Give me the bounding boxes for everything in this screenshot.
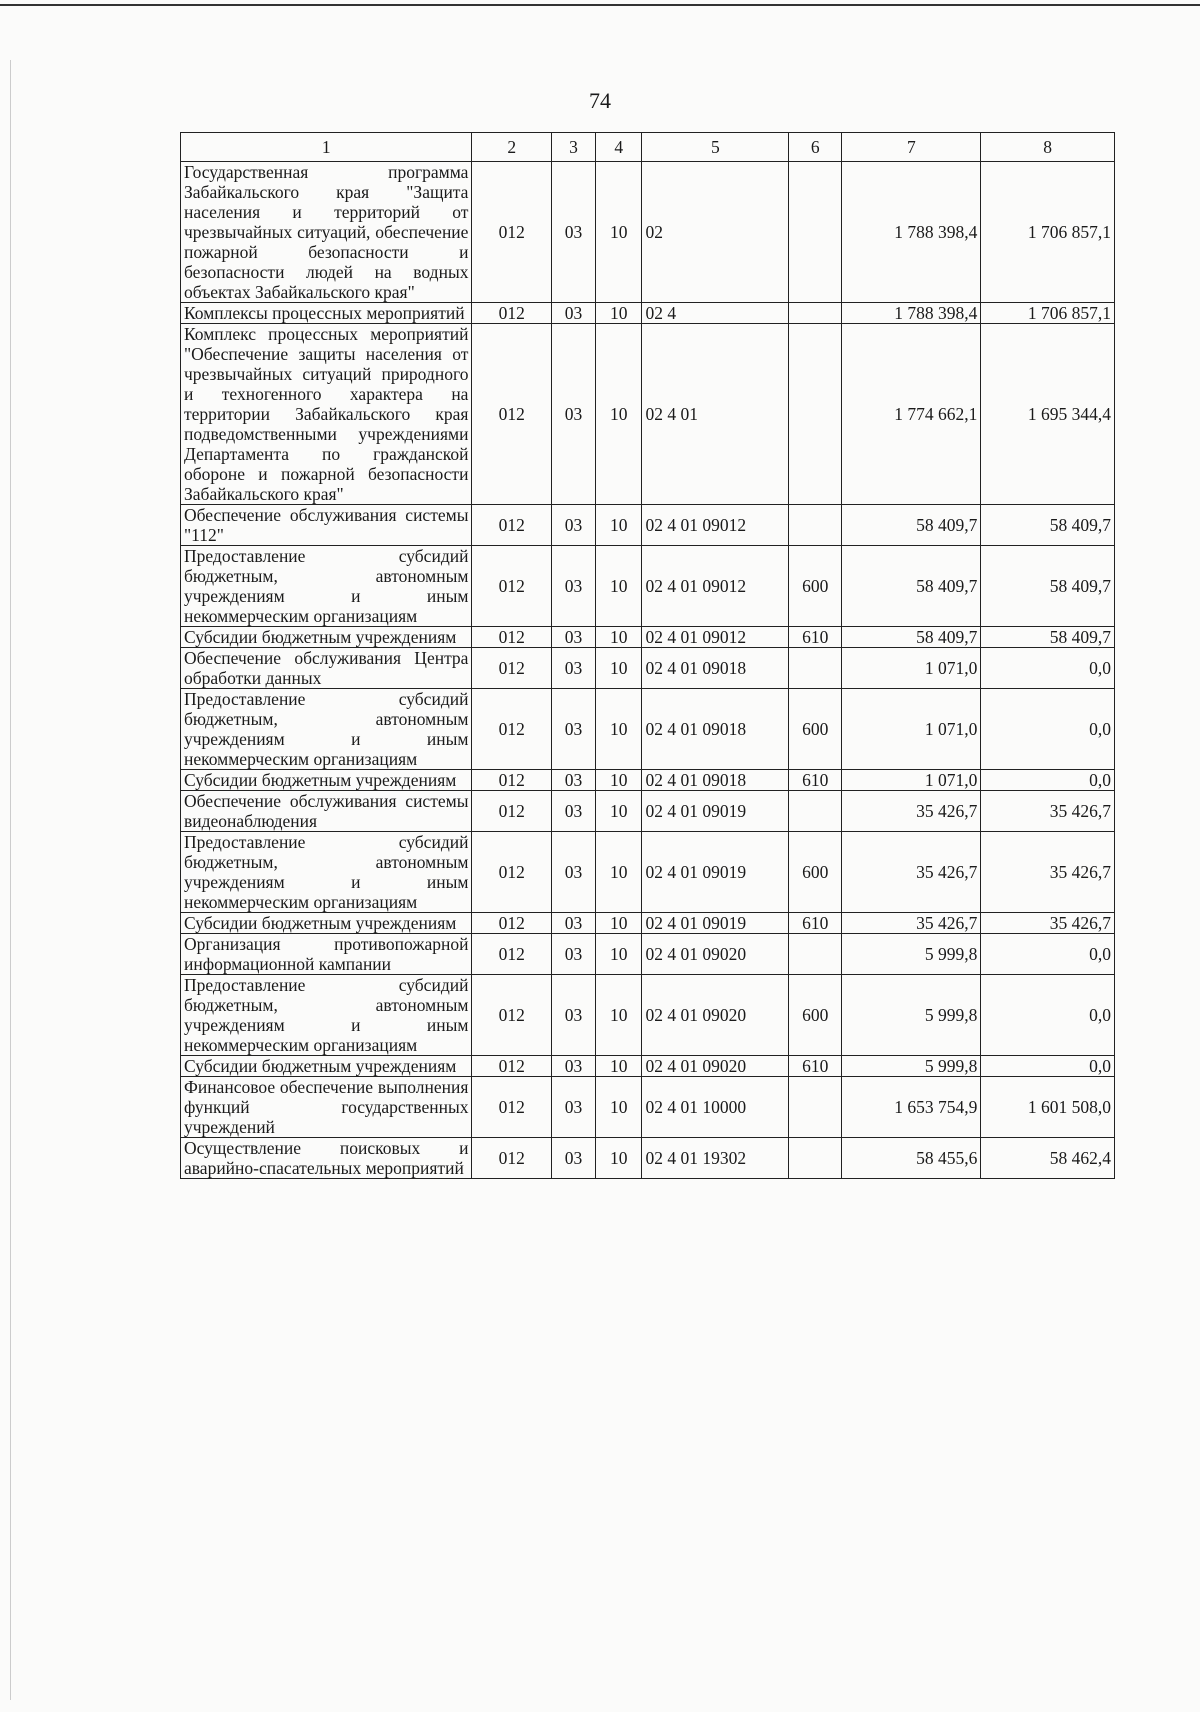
table-row	[181, 505, 1115, 546]
subsection-cell: 10	[596, 770, 642, 791]
section-cell: 03	[551, 832, 595, 913]
subsection-cell: 10	[596, 832, 642, 913]
column-header: 5	[642, 133, 789, 162]
amount-col7-cell: 58 455,6	[842, 1138, 981, 1179]
expense-type-cell	[789, 324, 842, 505]
admin-code-cell: 012	[472, 770, 551, 791]
table-row	[181, 770, 1115, 791]
section-cell: 03	[551, 648, 595, 689]
amount-col7-cell: 5 999,8	[842, 934, 981, 975]
column-header: 4	[596, 133, 642, 162]
amount-col8-cell: 0,0	[981, 689, 1115, 770]
expense-type-cell: 610	[789, 770, 842, 791]
amount-col8-cell: 58 409,7	[981, 505, 1115, 546]
row-name-cell: Субсидии бюджетным учреждениям	[181, 1056, 472, 1077]
amount-col7-cell: 1 071,0	[842, 689, 981, 770]
section-cell: 03	[551, 791, 595, 832]
row-name-cell: Комплексы процессных мероприятий	[181, 303, 472, 324]
amount-col7-cell: 1 071,0	[842, 648, 981, 689]
table-row	[181, 1138, 1115, 1179]
budget-table	[180, 132, 1115, 1179]
admin-code-cell: 012	[472, 791, 551, 832]
table-row	[181, 934, 1115, 975]
expense-type-cell: 600	[789, 546, 842, 627]
table-row	[181, 546, 1115, 627]
row-name-cell: Осуществление поисковых и аварийно-спасательных мероприятий	[181, 1138, 472, 1179]
amount-col7-cell: 35 426,7	[842, 832, 981, 913]
table-row	[181, 627, 1115, 648]
section-cell: 03	[551, 627, 595, 648]
table-row	[181, 324, 1115, 505]
expense-type-cell	[789, 162, 842, 303]
target-article-cell: 02 4 01 09018	[642, 770, 789, 791]
section-cell: 03	[551, 1077, 595, 1138]
expense-type-cell	[789, 1138, 842, 1179]
target-article-cell: 02 4 01 09012	[642, 505, 789, 546]
amount-col8-cell: 0,0	[981, 648, 1115, 689]
column-header: 8	[981, 133, 1115, 162]
expense-type-cell: 610	[789, 1056, 842, 1077]
row-name-cell: Субсидии бюджетным учреждениям	[181, 770, 472, 791]
target-article-cell: 02 4 01 09019	[642, 791, 789, 832]
expense-type-cell: 600	[789, 832, 842, 913]
amount-col8-cell: 35 426,7	[981, 832, 1115, 913]
admin-code-cell: 012	[472, 324, 551, 505]
target-article-cell: 02 4 01 09012	[642, 546, 789, 627]
amount-col7-cell: 58 409,7	[842, 546, 981, 627]
admin-code-cell: 012	[472, 627, 551, 648]
amount-col8-cell: 1 706 857,1	[981, 303, 1115, 324]
amount-col7-cell: 1 774 662,1	[842, 324, 981, 505]
admin-code-cell: 012	[472, 1056, 551, 1077]
section-cell: 03	[551, 303, 595, 324]
expense-type-cell	[789, 791, 842, 832]
subsection-cell: 10	[596, 975, 642, 1056]
amount-col7-cell: 58 409,7	[842, 627, 981, 648]
section-cell: 03	[551, 770, 595, 791]
row-name-cell: Субсидии бюджетным учреждениям	[181, 627, 472, 648]
admin-code-cell: 012	[472, 832, 551, 913]
section-cell: 03	[551, 975, 595, 1056]
left-margin-line	[10, 60, 11, 1700]
row-name-cell: Предоставление субсидий бюджетным, автономным учреждениям и иным некоммерческим организациям	[181, 546, 472, 627]
amount-col7-cell: 35 426,7	[842, 913, 981, 934]
row-name-cell: Обеспечение обслуживания системы "112"	[181, 505, 472, 546]
section-cell: 03	[551, 505, 595, 546]
table-row	[181, 303, 1115, 324]
amount-col7-cell: 1 788 398,4	[842, 303, 981, 324]
amount-col8-cell: 58 462,4	[981, 1138, 1115, 1179]
subsection-cell: 10	[596, 913, 642, 934]
expense-type-cell	[789, 303, 842, 324]
table-row	[181, 791, 1115, 832]
admin-code-cell: 012	[472, 975, 551, 1056]
amount-col7-cell: 5 999,8	[842, 1056, 981, 1077]
amount-col8-cell: 35 426,7	[981, 791, 1115, 832]
admin-code-cell: 012	[472, 505, 551, 546]
column-header: 7	[842, 133, 981, 162]
subsection-cell: 10	[596, 162, 642, 303]
table-row	[181, 648, 1115, 689]
amount-col8-cell: 0,0	[981, 770, 1115, 791]
column-header: 2	[472, 133, 551, 162]
amount-col7-cell: 1 071,0	[842, 770, 981, 791]
expense-type-cell	[789, 505, 842, 546]
section-cell: 03	[551, 689, 595, 770]
row-name-cell: Финансовое обеспечение выполнения функций государственных учреждений	[181, 1077, 472, 1138]
amount-col8-cell: 1 695 344,4	[981, 324, 1115, 505]
expense-type-cell: 600	[789, 975, 842, 1056]
admin-code-cell: 012	[472, 1138, 551, 1179]
row-name-cell: Предоставление субсидий бюджетным, автономным учреждениям и иным некоммерческим организациям	[181, 975, 472, 1056]
target-article-cell: 02 4 01 09019	[642, 832, 789, 913]
row-name-cell: Предоставление субсидий бюджетным, автономным учреждениям и иным некоммерческим организациям	[181, 689, 472, 770]
column-header: 3	[551, 133, 595, 162]
target-article-cell: 02 4 01 09020	[642, 1056, 789, 1077]
column-header: 6	[789, 133, 842, 162]
table-row	[181, 1056, 1115, 1077]
admin-code-cell: 012	[472, 934, 551, 975]
subsection-cell: 10	[596, 1138, 642, 1179]
target-article-cell: 02 4	[642, 303, 789, 324]
subsection-cell: 10	[596, 546, 642, 627]
table-row	[181, 913, 1115, 934]
amount-col8-cell: 1 601 508,0	[981, 1077, 1115, 1138]
subsection-cell: 10	[596, 627, 642, 648]
amount-col8-cell: 58 409,7	[981, 627, 1115, 648]
table-row	[181, 1077, 1115, 1138]
target-article-cell: 02 4 01 19302	[642, 1138, 789, 1179]
expense-type-cell	[789, 1077, 842, 1138]
subsection-cell: 10	[596, 648, 642, 689]
admin-code-cell: 012	[472, 913, 551, 934]
target-article-cell: 02 4 01 09012	[642, 627, 789, 648]
target-article-cell: 02 4 01 09020	[642, 975, 789, 1056]
admin-code-cell: 012	[472, 303, 551, 324]
expense-type-cell: 610	[789, 627, 842, 648]
amount-col8-cell: 58 409,7	[981, 546, 1115, 627]
section-cell: 03	[551, 546, 595, 627]
subsection-cell: 10	[596, 934, 642, 975]
amount-col8-cell: 35 426,7	[981, 913, 1115, 934]
subsection-cell: 10	[596, 689, 642, 770]
expense-type-cell	[789, 648, 842, 689]
amount-col7-cell: 35 426,7	[842, 791, 981, 832]
admin-code-cell: 012	[472, 648, 551, 689]
subsection-cell: 10	[596, 505, 642, 546]
admin-code-cell: 012	[472, 162, 551, 303]
table-row	[181, 162, 1115, 303]
admin-code-cell: 012	[472, 689, 551, 770]
amount-col8-cell: 0,0	[981, 934, 1115, 975]
target-article-cell: 02 4 01 09018	[642, 689, 789, 770]
row-name-cell: Государственная программа Забайкальского края "Защита населения и территорий от чрезвычайных ситуаций, обеспечение пожарной безопасности и безопасности людей на водных объектах Забайкальского края"	[181, 162, 472, 303]
target-article-cell: 02 4 01 09020	[642, 934, 789, 975]
target-article-cell: 02 4 01 10000	[642, 1077, 789, 1138]
amount-col8-cell: 0,0	[981, 975, 1115, 1056]
section-cell: 03	[551, 162, 595, 303]
table-body	[181, 162, 1115, 1179]
amount-col8-cell: 1 706 857,1	[981, 162, 1115, 303]
expense-type-cell	[789, 934, 842, 975]
amount-col7-cell: 1 788 398,4	[842, 162, 981, 303]
header-row	[181, 133, 1115, 162]
amount-col7-cell: 1 653 754,9	[842, 1077, 981, 1138]
row-name-cell: Субсидии бюджетным учреждениям	[181, 913, 472, 934]
row-name-cell: Организация противопожарной информационной кампании	[181, 934, 472, 975]
amount-col7-cell: 5 999,8	[842, 975, 981, 1056]
section-cell: 03	[551, 934, 595, 975]
admin-code-cell: 012	[472, 546, 551, 627]
table-row	[181, 832, 1115, 913]
row-name-cell: Предоставление субсидий бюджетным, автономным учреждениям и иным некоммерческим организациям	[181, 832, 472, 913]
subsection-cell: 10	[596, 324, 642, 505]
column-header: 1	[181, 133, 472, 162]
section-cell: 03	[551, 324, 595, 505]
target-article-cell: 02 4 01 09019	[642, 913, 789, 934]
section-cell: 03	[551, 1056, 595, 1077]
amount-col8-cell: 0,0	[981, 1056, 1115, 1077]
table-row	[181, 689, 1115, 770]
target-article-cell: 02 4 01 09018	[642, 648, 789, 689]
expense-type-cell: 610	[789, 913, 842, 934]
subsection-cell: 10	[596, 1056, 642, 1077]
page-number: 74	[589, 88, 611, 113]
top-border-line	[0, 4, 1200, 6]
row-name-cell: Обеспечение обслуживания Центра обработки данных	[181, 648, 472, 689]
amount-col7-cell: 58 409,7	[842, 505, 981, 546]
subsection-cell: 10	[596, 303, 642, 324]
subsection-cell: 10	[596, 791, 642, 832]
subsection-cell: 10	[596, 1077, 642, 1138]
expense-type-cell: 600	[789, 689, 842, 770]
row-name-cell: Обеспечение обслуживания системы видеонаблюдения	[181, 791, 472, 832]
row-name-cell: Комплекс процессных мероприятий "Обеспечение защиты населения от чрезвычайных ситуаций природного и техногенного характера на территории Забайкальского края подведомственными учреждениями Департамента по гражданской обороне и пожарной безопасности Забайкальского края"	[181, 324, 472, 505]
target-article-cell: 02	[642, 162, 789, 303]
target-article-cell: 02 4 01	[642, 324, 789, 505]
section-cell: 03	[551, 1138, 595, 1179]
table-row	[181, 975, 1115, 1056]
section-cell: 03	[551, 913, 595, 934]
admin-code-cell: 012	[472, 1077, 551, 1138]
